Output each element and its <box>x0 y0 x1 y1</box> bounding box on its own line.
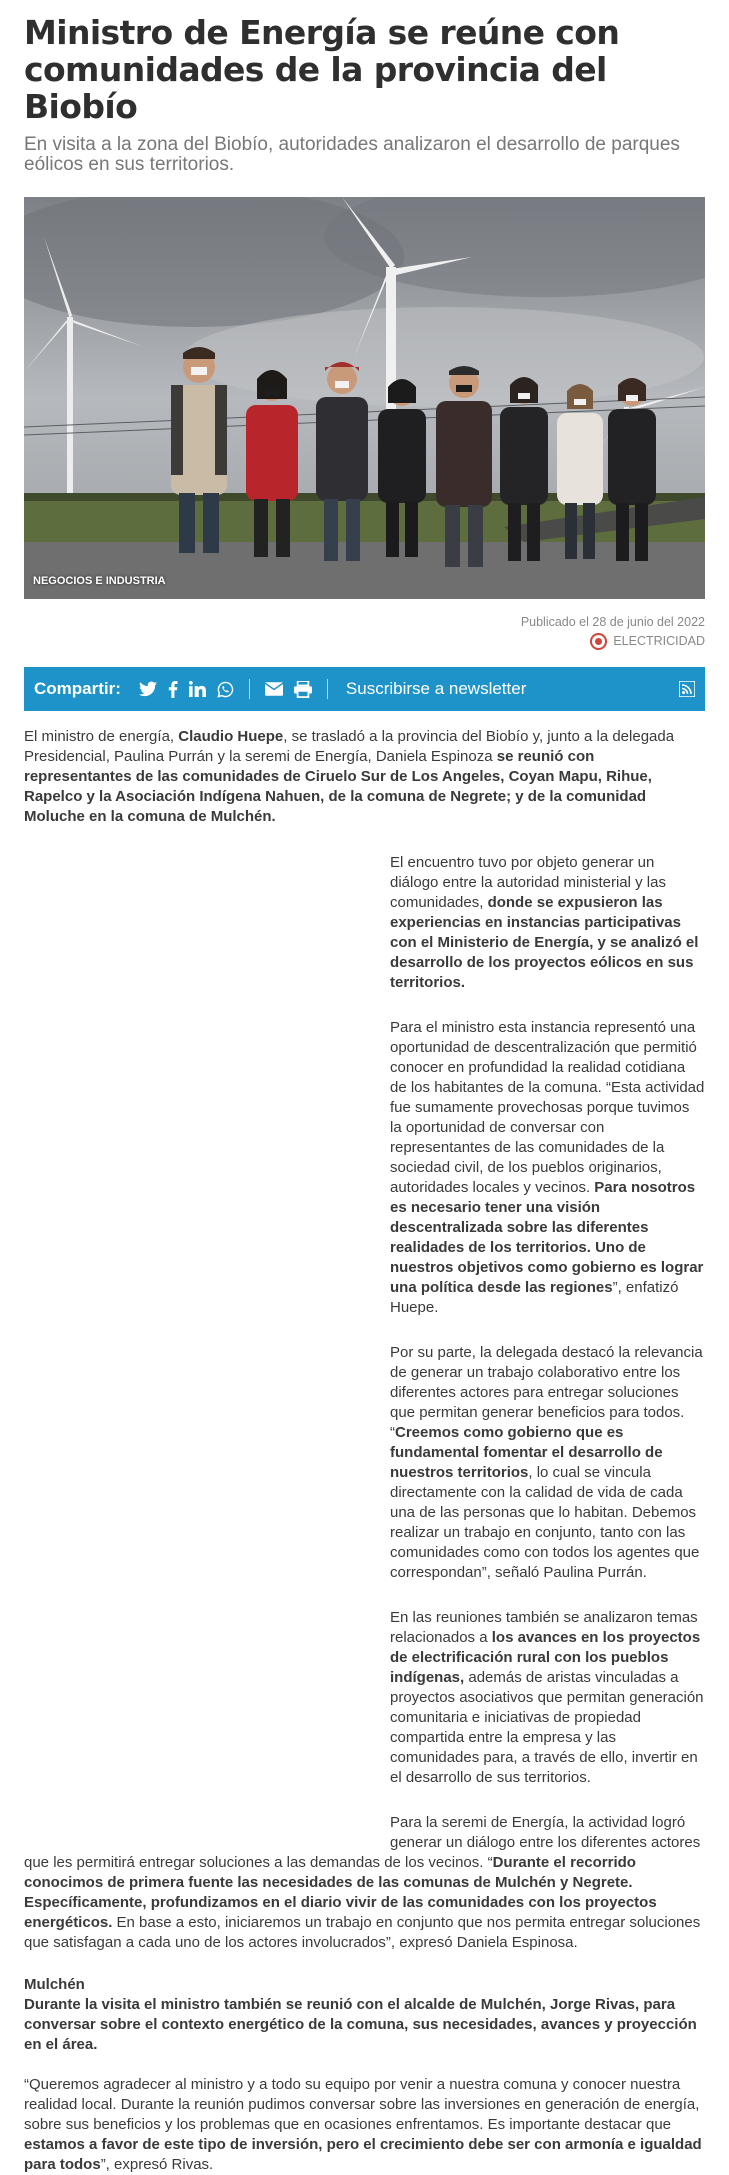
email-icon[interactable] <box>265 682 283 696</box>
category-label: ELECTRICIDAD <box>613 634 705 648</box>
paragraph-mayor-quote: “Queremos agradecer al ministro y a todo su equipo por venir a nuestra comuna y conocer nuestra realidad local. Durante la reunión pudimos conversar sobre las inversiones en generación de energía, sobre sus beneficios y los problemas que en ocasiones enfrentamos. Es importante destacar que estamos a favor de este tipo de inversión, pero el crecimiento debe ser con armonía e igualdad para todos”, expresó Rivas. <box>24 2076 702 2173</box>
twitter-icon[interactable] <box>139 681 157 697</box>
paragraph-delegate-quote: Por su parte, la delegada destacó la relevancia de generar un trabajo colaborativo entre los diferentes actores para entregar soluciones que permitan generar beneficios para todos. “Creemos como gobierno que es fundamental fomentar el desarrollo de nuestros territorios, lo cual se vincula directamente con la calidad de vida de cada una de las personas que lo habitan. Debemos realizar un trabajo en conjunto, tanto con las comunidades como con todos los agentes que correspondan”, señaló Paulina Purrán. <box>390 1344 703 1581</box>
article-meta <box>24 613 705 651</box>
article-body <box>24 727 705 2175</box>
share-separator <box>327 679 328 699</box>
newsletter-link[interactable]: Suscribirse a newsletter <box>345 679 527 698</box>
paragraph-minister-quote: Para el ministro esta instancia representó una oportunidad de descentralización que permitió conocer en profundidad la realidad cotidiana de los habitantes de la comuna. “Esta actividad fue sumamente provechosas porque tuvimos la oportunidad de conversar con representantes de las comunidades de la sociedad civil, de los pueblos originarios, autoridades locales y vecinos. Para nosotros es necesario tener una visión descentralizada sobre las diferentes realidades de los territorios. Uno de nuestros objetivos como gobierno es lograr una política desde las regiones”, enfatizó Huepe. <box>390 1019 705 1316</box>
paragraph-electrification: En las reuniones también se analizaron temas relacionados a los avances en los proyectos de electrificación rural con los pueblos indígenas, además de aristas vinculadas a proyectos asociativos que permitan generación comunitaria e iniciativas de propiedad compartida entre la empresa y las comunidades para, a través de ello, invertir en el desarrollo de sus territorios. <box>390 1609 704 1786</box>
embedded-media-space <box>24 827 390 1841</box>
share-label: Compartir: <box>34 679 121 698</box>
category-link[interactable] <box>590 632 705 651</box>
paragraph-intro: El ministro de energía, Claudio Huepe, se trasladó a la provincia del Biobío y, junto a la delegada Presidencial, Paulina Purrán y la seremi de Energía, Daniela Espinoza se reunió con representantes de las comunidades de Ciruelo Sur de Los Angeles, Coyan Mapu, Rihue, Rapelco y la Asociación Indígena Nahuen, de la comuna de Negrete; y de la comunidad Moluche en la comuna de Mulchén. <box>24 728 675 825</box>
share-separator <box>249 679 250 699</box>
paragraph-seremi-quote: Para la seremi de Energía, la actividad logró generar un diálogo entre los diferentes actores que les permitirá entregar soluciones a las demandas de los vecinos. “Durante el recorrido conocimos de primera fuente las necesidades de las comunas de Mulchén y Negrete. Específicamente, profundizamos en el diario vivir de las comunidades con los proyectos energéticos. En base a esto, iniciaremos un trabajo en conjunto que nos permita entregar soluciones que satisfagan a cada uno de los actores involucrados”, expresó Daniela Espinosa. <box>24 1814 701 1951</box>
section-heading-mulchen: Mulchén <box>24 1976 85 1993</box>
facebook-icon[interactable] <box>168 681 178 698</box>
electricity-category-icon <box>590 633 607 650</box>
published-date: Publicado el 28 de junio del 2022 <box>520 615 705 629</box>
page-subtitle: En visita a la zona del Biobío, autoridades analizaron el desarrollo de parques eólicos en sus territorios. <box>24 134 680 175</box>
page-title: Ministro de Energía se reúne con comunidades de la provincia del Biobío <box>24 13 620 126</box>
hero-photo <box>24 197 705 599</box>
share-icons <box>139 679 332 699</box>
linkedin-icon[interactable] <box>189 681 206 697</box>
print-icon[interactable] <box>294 681 312 698</box>
hero-category-tag[interactable]: NEGOCIOS E INDUSTRIA <box>33 575 166 587</box>
paragraph-mulchen-visit: Durante la visita el ministro también se reunió con el alcalde de Mulchén, Jorge Rivas, para conversar sobre el contexto energético de la comuna, sus necesidades, avances y proyección en el área. <box>24 1996 697 2053</box>
rss-icon[interactable] <box>679 681 695 697</box>
share-bar <box>24 667 705 711</box>
whatsapp-icon[interactable] <box>217 681 234 698</box>
hero-image <box>24 197 705 599</box>
paragraph-objective: El encuentro tuvo por objeto generar un diálogo entre la autoridad ministerial y las comunidades, donde se expusieron las experiencias en instancias participativas con el Ministerio de Energía, y se analizó el desarrollo de los proyectos eólicos en sus territorios. <box>390 854 699 991</box>
